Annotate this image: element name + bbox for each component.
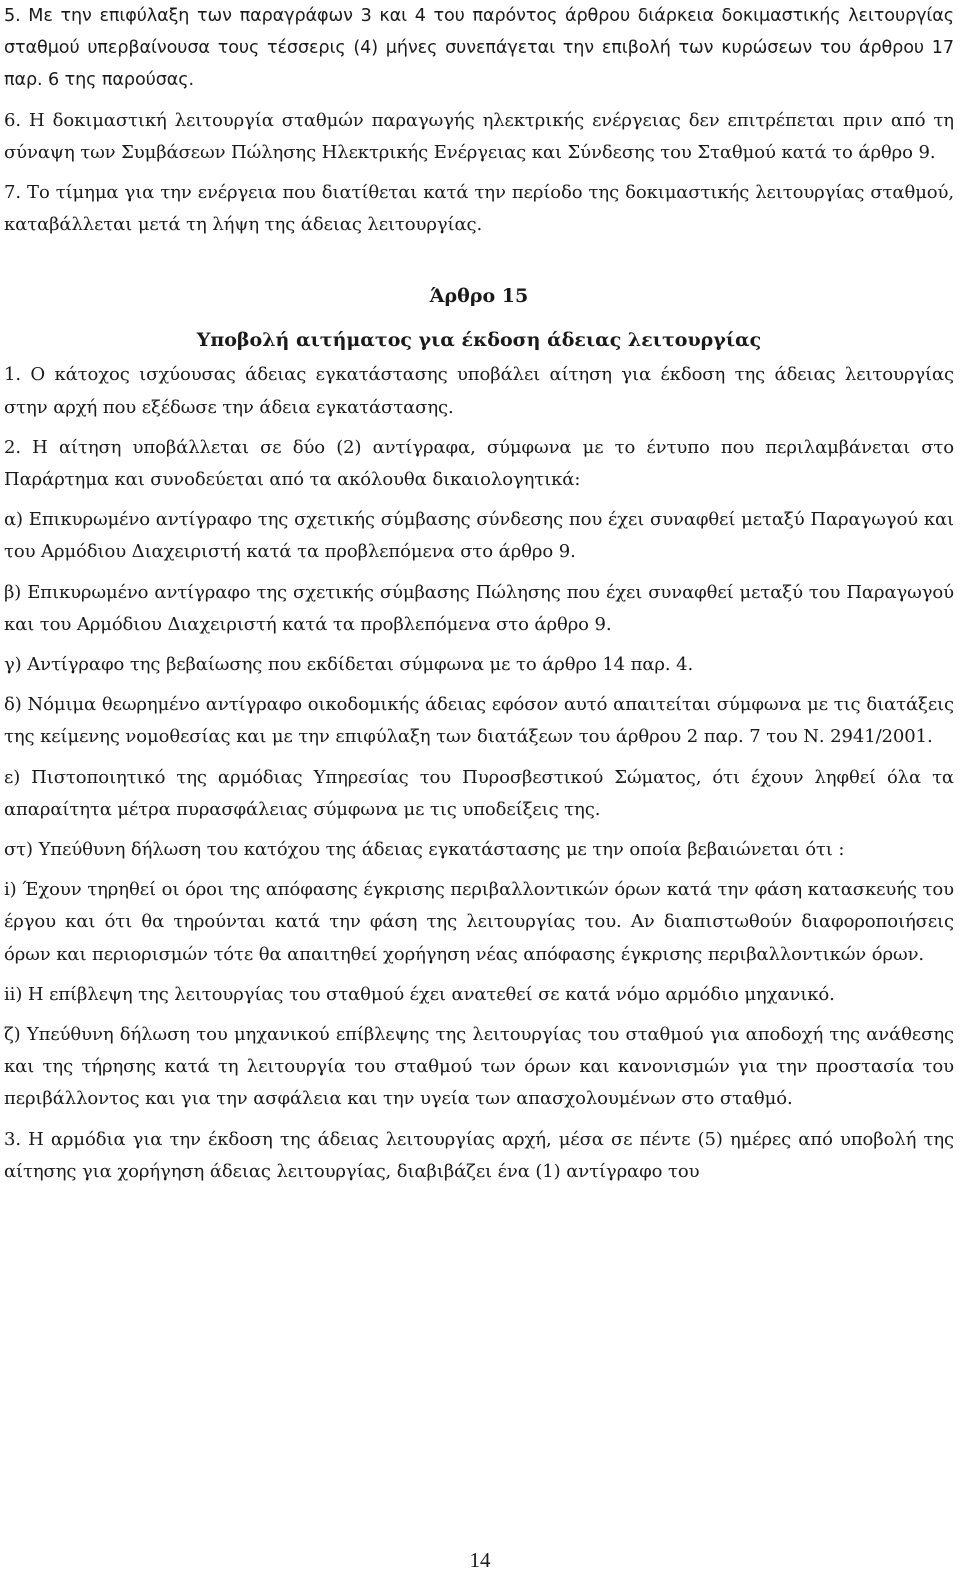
article-paragraph-1: 1. Ο κάτοχος ισχύουσας άδειας εγκατάστασης υποβάλει αίτηση για έκδοση της άδειας λειτουργίας στην αρχή που εξέδωσε την άδεια εγκατάστασης.	[4, 364, 954, 418]
item-a: α) Επικυρωμένο αντίγραφο της σχετικής σύμβασης σύνδεσης που έχει συναφθεί μεταξύ Παραγωγού και του Αρμόδιου Διαχειριστή κατά τα προβλεπόμενα στο άρθρο 9.	[4, 509, 954, 563]
article-paragraph-2: 2. Η αίτηση υποβάλλεται σε δύο (2) αντίγραφα, σύμφωνα με το έντυπο που περιλαμβάνεται στο Παράρτημα και συνοδεύεται από τα ακόλουθα δικαιολογητικά:	[4, 436, 954, 491]
article-paragraph-3: 3. Η αρμόδια για την έκδοση της άδειας λειτουργίας αρχή, μέσα σε πέντε (5) ημέρες από υποβολή της αίτησης για χορήγηση άδειας λειτουργίας, διαβιβάζει ένα (1) αντίγραφο του	[4, 1128, 954, 1182]
paragraph-7: 7. Το τίμημα για την ενέργεια που διατίθεται κατά την περίοδο της δοκιμαστικής λειτουργίας σταθμού, καταβάλλεται μετά τη λήψη της άδειας λειτουργίας.	[4, 182, 954, 236]
item-z: ζ) Υπεύθυνη δήλωση του μηχανικού επίβλεψης της λειτουργίας του σταθμού για αποδοχή της ανάθεσης και της τήρησης κατά τη λειτουργία του σταθμού των όρων και κανονισμών για την προστασία του περιβάλλοντος και για την ασφάλεια και την υγεία των απασχολουμένων στο σταθμό.	[4, 1024, 954, 1110]
document-page	[4, 0, 954, 1188]
item-e: ε) Πιστοποιητικό της αρμόδιας Υπηρεσίας του Πυροσβεστικού Σώματος, ότι έχουν ληφθεί όλα τα απαραίτητα μέτρα πυρασφάλειας σύμφωνα με τις υποδείξεις της.	[4, 766, 954, 820]
item-b: β) Επικυρωμένο αντίγραφο της σχετικής σύμβασης Πώλησης που έχει συναφθεί μεταξύ του Παραγωγού και του Αρμόδιου Διαχειριστή κατά τα προβλεπόμενα στο άρθρο 9.	[4, 581, 954, 635]
article-heading	[4, 281, 954, 355]
page-number: 14	[469, 1548, 491, 1572]
subitem-i: i) Έχουν τηρηθεί οι όροι της απόφασης έγκρισης περιβαλλοντικών όρων κατά την φάση κατασκευής του έργου και ότι θα τηρούνται κατά την φάση της λειτουργίας του. Αν διαπιστωθούν διαφοροποιήσεις όρων και περιορισμών τότε θα απαιτηθεί χορήγηση νέας απόφασης έγκρισης περιβαλλοντικών όρων.	[4, 879, 954, 965]
item-d: δ) Νόμιμα θεωρημένο αντίγραφο οικοδομικής άδειας εφόσον αυτό απαιτείται σύμφωνα με τις διατάξεις της κείμενης νομοθεσίας και με την επιφύλαξη των διατάξεων του άρθρου 2 παρ. 7 του Ν. 2941/2001.	[4, 694, 954, 748]
article-title: Υποβολή αιτήματος για έκδοση άδειας λειτουργίας	[196, 329, 762, 352]
paragraph-6: 6. Η δοκιμαστική λειτουργία σταθμών παραγωγής ηλεκτρικής ενέργειας δεν επιτρέπεται πριν από τη σύναψη των Συμβάσεων Πώλησης Ηλεκτρικής Ενέργειας και Σύνδεσης του Σταθμού κατά το άρθρο 9.	[4, 109, 954, 163]
item-c: γ) Αντίγραφο της βεβαίωσης που εκδίδεται σύμφωνα με το άρθρο 14 παρ. 4.	[4, 654, 694, 676]
subitem-ii: ii) Η επίβλεψη της λειτουργίας του σταθμού έχει ανατεθεί σε κατά νόμο αρμόδιο μηχανικό.	[4, 983, 835, 1005]
paragraph-5: 5. Με την επιφύλαξη των παραγράφων 3 και 4 του παρόντος άρθρου διάρκεια δοκιμαστικής λειτουργίας σταθμού υπερβαίνουσα τους τέσσερις (4) μήνες συνεπάγεται την επιβολή των κυρώσεων του άρθρου 17 παρ. 6 της παρούσας.	[4, 6, 954, 91]
article-number: Άρθρο 15	[429, 285, 529, 308]
item-st: στ) Υπεύθυνη δήλωση του κατόχου της άδειας εγκατάστασης με την οποία βεβαιώνεται ότι :	[4, 839, 845, 861]
